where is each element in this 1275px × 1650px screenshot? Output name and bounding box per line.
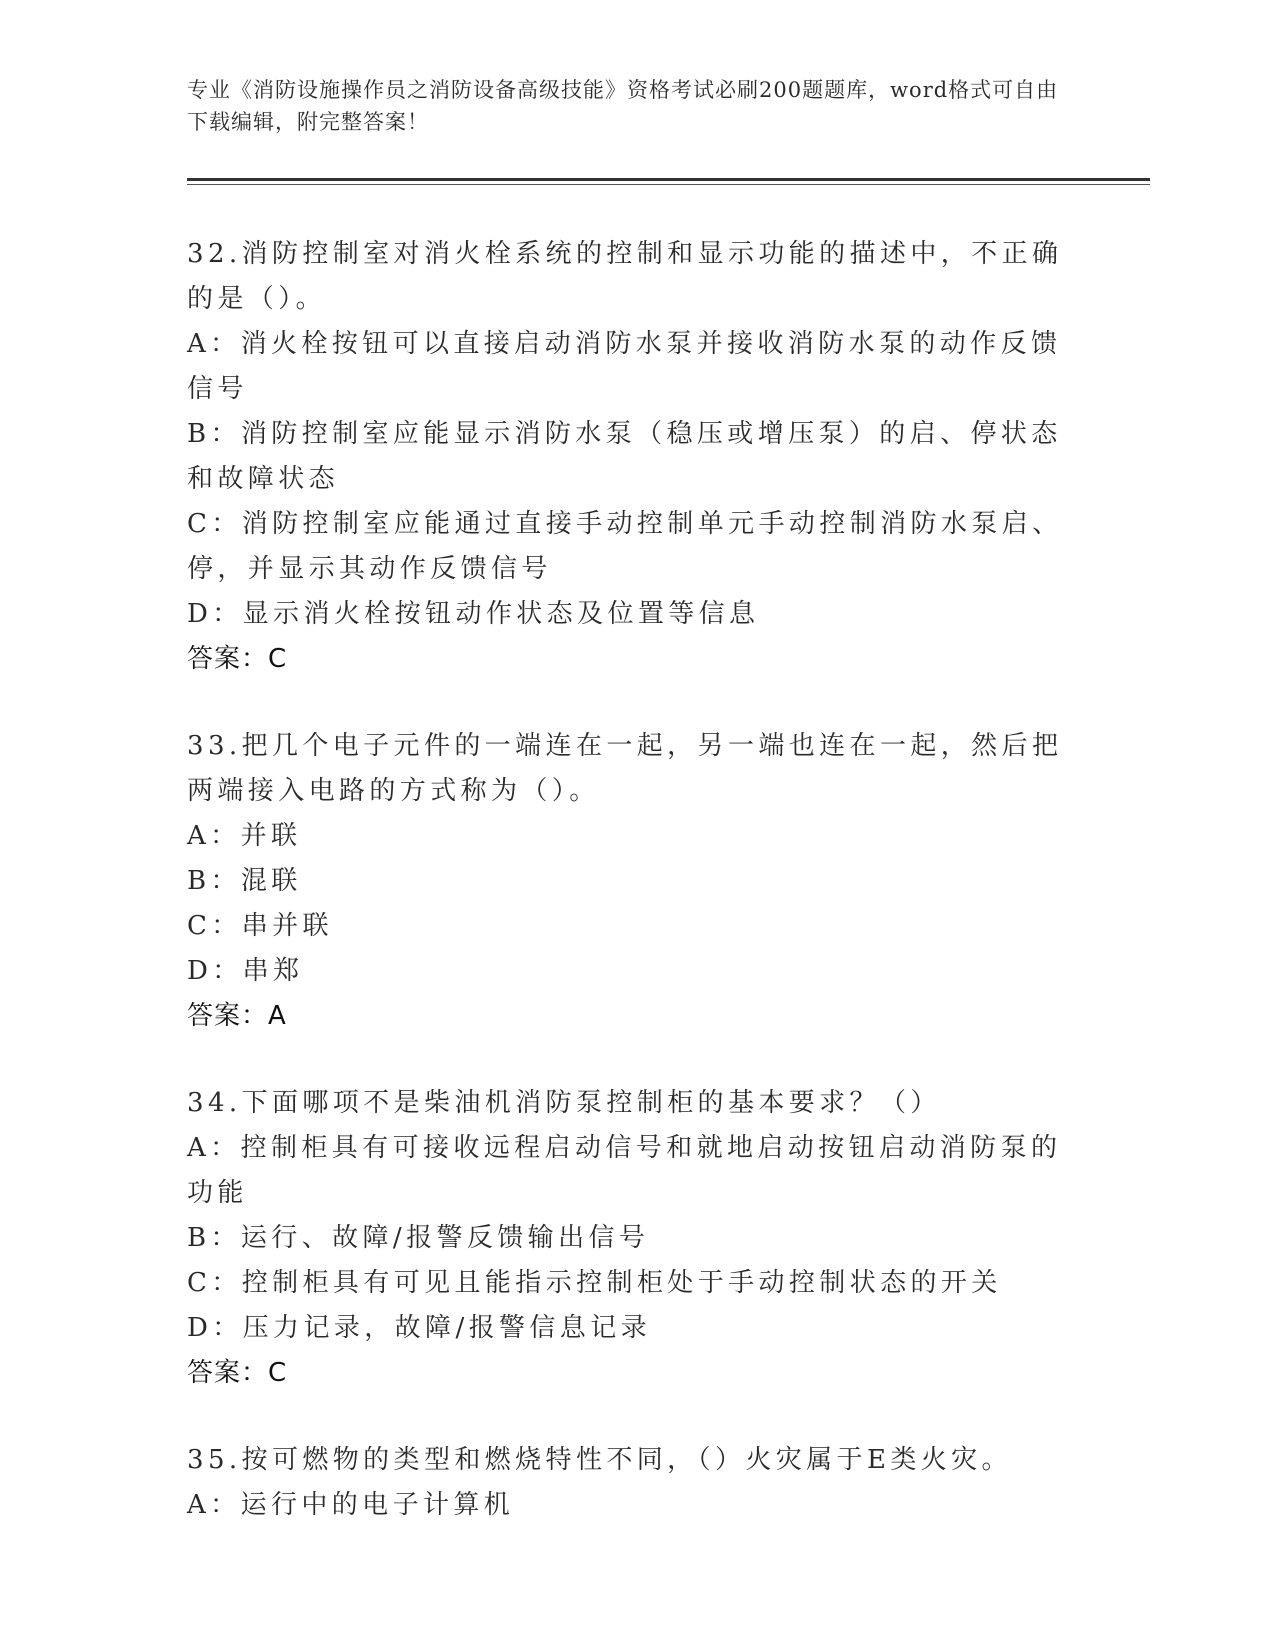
question-35: [187, 1438, 1067, 1528]
header-divider-thick: [187, 178, 1150, 181]
option-b: B：运行、故障/报警反馈输出信号: [187, 1223, 650, 1253]
question-34: [187, 1081, 1067, 1396]
question-stem: 33.把几个电子元件的一端连在一起，另一端也连在一起，然后把两端接入电路的方式称为（）。: [187, 731, 1063, 806]
option-b: B：混联: [187, 866, 302, 896]
option-c: C：控制柜具有可见且能指示控制柜处于手动控制状态的开关: [187, 1268, 1002, 1298]
answer-label: 答案：C: [187, 1358, 288, 1388]
option-a: A：运行中的电子计算机: [187, 1490, 515, 1520]
option-a: A：并联: [187, 821, 302, 851]
option-c: C：串并联: [187, 911, 333, 941]
option-d: D：串郑: [187, 956, 304, 986]
answer-label: 答案：C: [187, 644, 288, 674]
option-d: D：压力记录，故障/报警信息记录: [187, 1313, 652, 1343]
option-b: B：消防控制室应能显示消防水泵（稳压或增压泵）的启、停状态和故障状态: [187, 419, 1062, 494]
option-c: C：消防控制室应能通过直接手动控制单元手动控制消防水泵启、停，并显示其动作反馈信号: [187, 509, 1063, 584]
option-a: A：控制柜具有可接收远程启动信号和就地启动按钮启动消防泵的功能: [187, 1133, 1062, 1208]
question-list: [187, 232, 1067, 1570]
document-header: 专业《消防设施操作员之消防设备高级技能》资格考试必刷200题题库，word格式可自由下载编辑，附完整答案！: [187, 78, 1059, 134]
question-33: [187, 724, 1067, 1039]
option-d: D：显示消火栓按钮动作状态及位置等信息: [187, 599, 760, 629]
question-stem: 34.下面哪项不是柴油机消防泵控制柜的基本要求？（）: [187, 1088, 941, 1118]
header-divider-thin: [187, 184, 1150, 185]
answer-label: 答案：A: [187, 1001, 287, 1031]
question-stem: 32.消防控制室对消火栓系统的控制和显示功能的描述中，不正确的是（）。: [187, 239, 1063, 314]
question-stem: 35.按可燃物的类型和燃烧特性不同，（）火灾属于E类火灾。: [187, 1445, 1012, 1475]
option-a: A：消火栓按钮可以直接启动消防水泵并接收消防水泵的动作反馈信号: [187, 329, 1062, 404]
question-32: [187, 232, 1067, 682]
